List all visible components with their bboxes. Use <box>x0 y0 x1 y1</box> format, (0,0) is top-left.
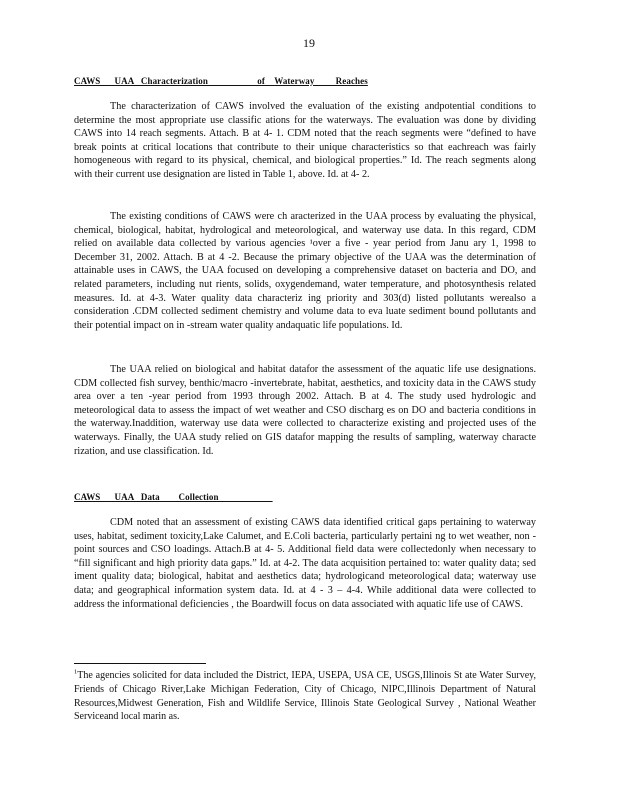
paragraph-data-collection: CDM noted that an assessment of existing CAWS data identified critical gaps pertaining to waterway uses, habitat, sediment toxicity,Lake Calumet, and E.Coli bacteria, particularly pertaini ng to wet weather, non -point sources and CSO loadings. Attach.B at 4- 5. Additional field data were collectedonly when necessary to “fill significant and high priority data gaps.” Id. at 4-2. The data acquisition pertained to: water quality data; sed iment quality data; biological, habitat and aesthetics data; hydrologicand meteorological data; waterway use data; and geographical information system data. Id. at 4 - 3 – 4-4. While additional data were collected to address the informational deficiencies , the Boardwill focus on data associated with aquatic life use of CAWS. <box>74 517 536 610</box>
paragraph-biological-habitat: The UAA relied on biological and habitat datafor the assessment of the aquatic life use designations. CDM collected fish survey, benthic/macro -invertebrate, habitat, aesthetics, and toxicity data in the CAWS study area over a ten -year period from 1993 through 2002. Attach. B at 4. The study used hydrologic and meteorological data to assess the impact of wet weather and CSO discharg es on DO and bacteria conditions in the waterway.Inaddition, waterway use data were collected to characterize existing and projected uses of the waterways. Finally, the UAA study relied on GIS datafor mapping the results of sampling, waterway characte rization, and use classification. Id. <box>74 364 536 457</box>
paragraph-existing-conditions: The existing conditions of CAWS were ch aracterized in the UAA process by evaluating the physical, chemical, biological, habitat, hydrological and meteorological, and waterway use data. In this regard, CDM relied on available data collected by various agencies ¹over a five - year period from Janu ary 1, 1998 to December 31, 2002. Attach. B at 4 -2. Because the primary objective of the UAA was the determination of attainable uses in CAWS, the UAA focused on developing a comprehensive dataset on bacteria and DO, and related parameters, including nut rients, solids, oxygendemand, water temperature, and photosynthesis related measures. Id. at 4-3. Water quality data characteriz ing priority and 303(d) listed pollutants werealso a consideration .CDM collected sediment chemistry and volume data to eva luate sediment bound pollutants and their potential impact on in -stream water quality andaquatic life populations. Id. <box>74 211 536 331</box>
section-heading-data-collection: CAWS UAA Data Collection <box>74 492 273 502</box>
footnote <box>74 669 536 724</box>
footnote-divider <box>74 663 206 664</box>
footnote-text: The agencies solicited for data included the District, IEPA, USEPA, USA CE, USGS,Illinois St ate Water Survey, Friends of Chicago River,Lake Michigan Federation, City of Chicago, NIPC,Illinois Department of Natural Resources,Midwest Generation, Fish and Wildlife Service, Illinois State Geological Survey , National Weather Serviceand local marin as. <box>74 670 536 723</box>
footnote-marker: 1 <box>74 668 78 676</box>
paragraph-characterization: The characterization of CAWS involved the evaluation of the existing andpotential conditions to determine the most appropriate use classific ations for the waterways. The evaluation was done by dividing CAWS into 14 reach segments. Attach. B at 4- 1. CDM noted that the reach segments were “defined to have break points at critical locations that contribute to their unique characteristics so that eachreach was fairly homogeneous with regard to its physical, chemical, and biological properties.” Id. The reach segments along with their current use designation are listed in Table 1, above. Id. at 4- 2. <box>74 101 536 180</box>
section-heading-characterization: CAWS UAA Characterization of Waterway Reaches <box>74 76 368 86</box>
page-number: 19 <box>303 36 315 50</box>
